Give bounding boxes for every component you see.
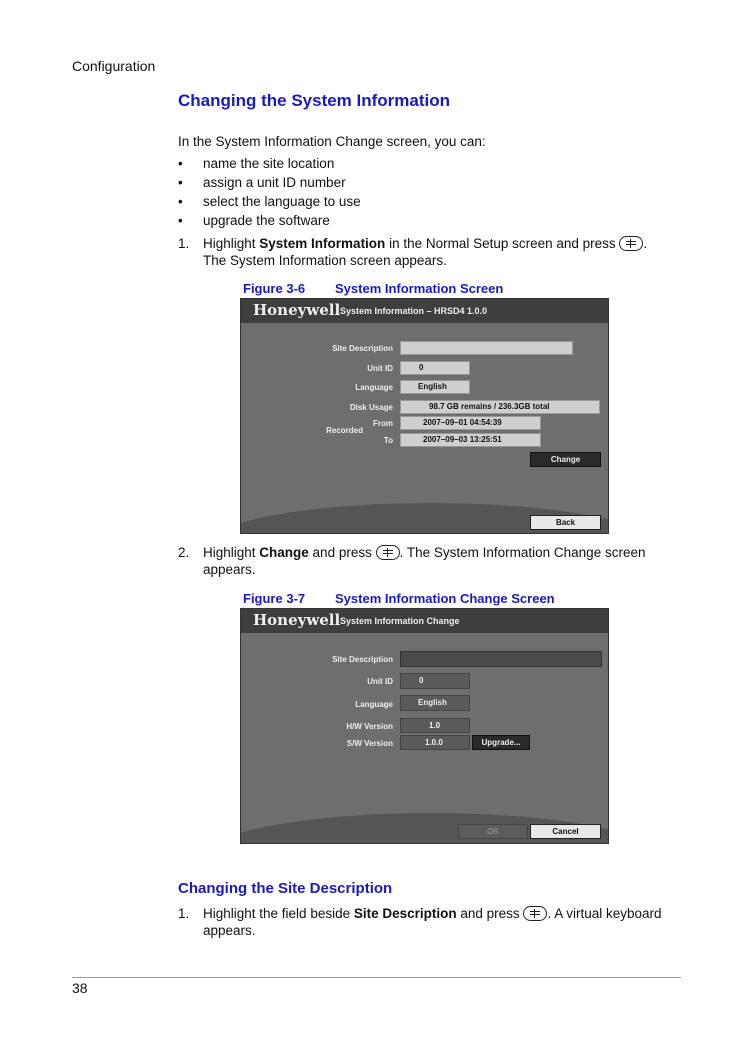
screen-title: System Information Change (340, 616, 460, 626)
enter-button-icon (523, 906, 547, 921)
site-description-field[interactable] (400, 651, 602, 667)
figure-title: System Information Change Screen (335, 591, 555, 606)
recorded-label: Recorded (326, 426, 363, 435)
hw-version-field: 1.0 (400, 718, 470, 733)
section-title: Changing the System Information (178, 91, 451, 110)
step-2: 2. Highlight Change and press . The System Information Change screen appears. (178, 545, 646, 577)
running-head: Configuration (72, 58, 156, 74)
system-information-change-screen (240, 608, 609, 844)
step-1-site-description: 1. Highlight the field beside Site Description and press . A virtual keyboard appears. (178, 906, 662, 938)
system-information-screen (240, 298, 609, 534)
intro-paragraph: In the System Information Change screen, you can: (178, 134, 486, 149)
language-field[interactable]: English (400, 695, 470, 711)
disk-usage-field: 98.7 GB remains / 236.3GB total (400, 400, 600, 414)
upgrade-button[interactable]: Upgrade... (472, 735, 530, 750)
unit-id-field[interactable]: 0 (400, 361, 470, 375)
enter-button-icon (376, 545, 400, 560)
language-label: Language (355, 383, 393, 392)
cancel-button[interactable]: Cancel (530, 824, 601, 839)
subsection-title: Changing the Site Description (178, 880, 393, 897)
disk-usage-label: Disk Usage (349, 403, 393, 412)
recorded-to-field: 2007–09–03 13:25:51 (400, 433, 541, 447)
site-description-label: Site Description (332, 344, 393, 353)
to-label: To (383, 436, 393, 445)
unit-id-label: Unit ID (367, 364, 393, 373)
sw-version-label: S/W Version (346, 739, 393, 748)
screen-title: System Information – HRSD4 1.0.0 (340, 306, 488, 316)
unit-id-label: Unit ID (367, 677, 393, 686)
language-field[interactable]: English (400, 380, 470, 394)
figure-title: System Information Screen (335, 281, 504, 296)
step-1: 1. Highlight System Information in the Normal Setup screen and press . The System Information screen appears. (178, 236, 648, 268)
enter-button-icon (619, 236, 643, 251)
sw-version-field: 1.0.0 (400, 735, 470, 750)
back-button[interactable]: Back (530, 515, 601, 530)
unit-id-field[interactable]: 0 (400, 673, 470, 689)
page-number: 38 (72, 980, 88, 996)
figure-label: Figure 3-7 (243, 591, 306, 606)
language-label: Language (355, 700, 393, 709)
honeywell-logo: Honeywell (253, 301, 341, 319)
hw-version-label: H/W Version (346, 722, 393, 731)
recorded-from-field: 2007–09–01 04:54:39 (400, 416, 541, 430)
site-description-field[interactable] (400, 341, 573, 355)
honeywell-logo: Honeywell (253, 611, 341, 629)
footer-rule (72, 977, 681, 978)
figure-label: Figure 3-6 (243, 281, 306, 296)
site-description-label: Site Description (332, 655, 393, 664)
change-button[interactable]: Change (530, 452, 601, 467)
from-label: From (373, 419, 393, 428)
ok-button[interactable]: OK (458, 824, 528, 839)
